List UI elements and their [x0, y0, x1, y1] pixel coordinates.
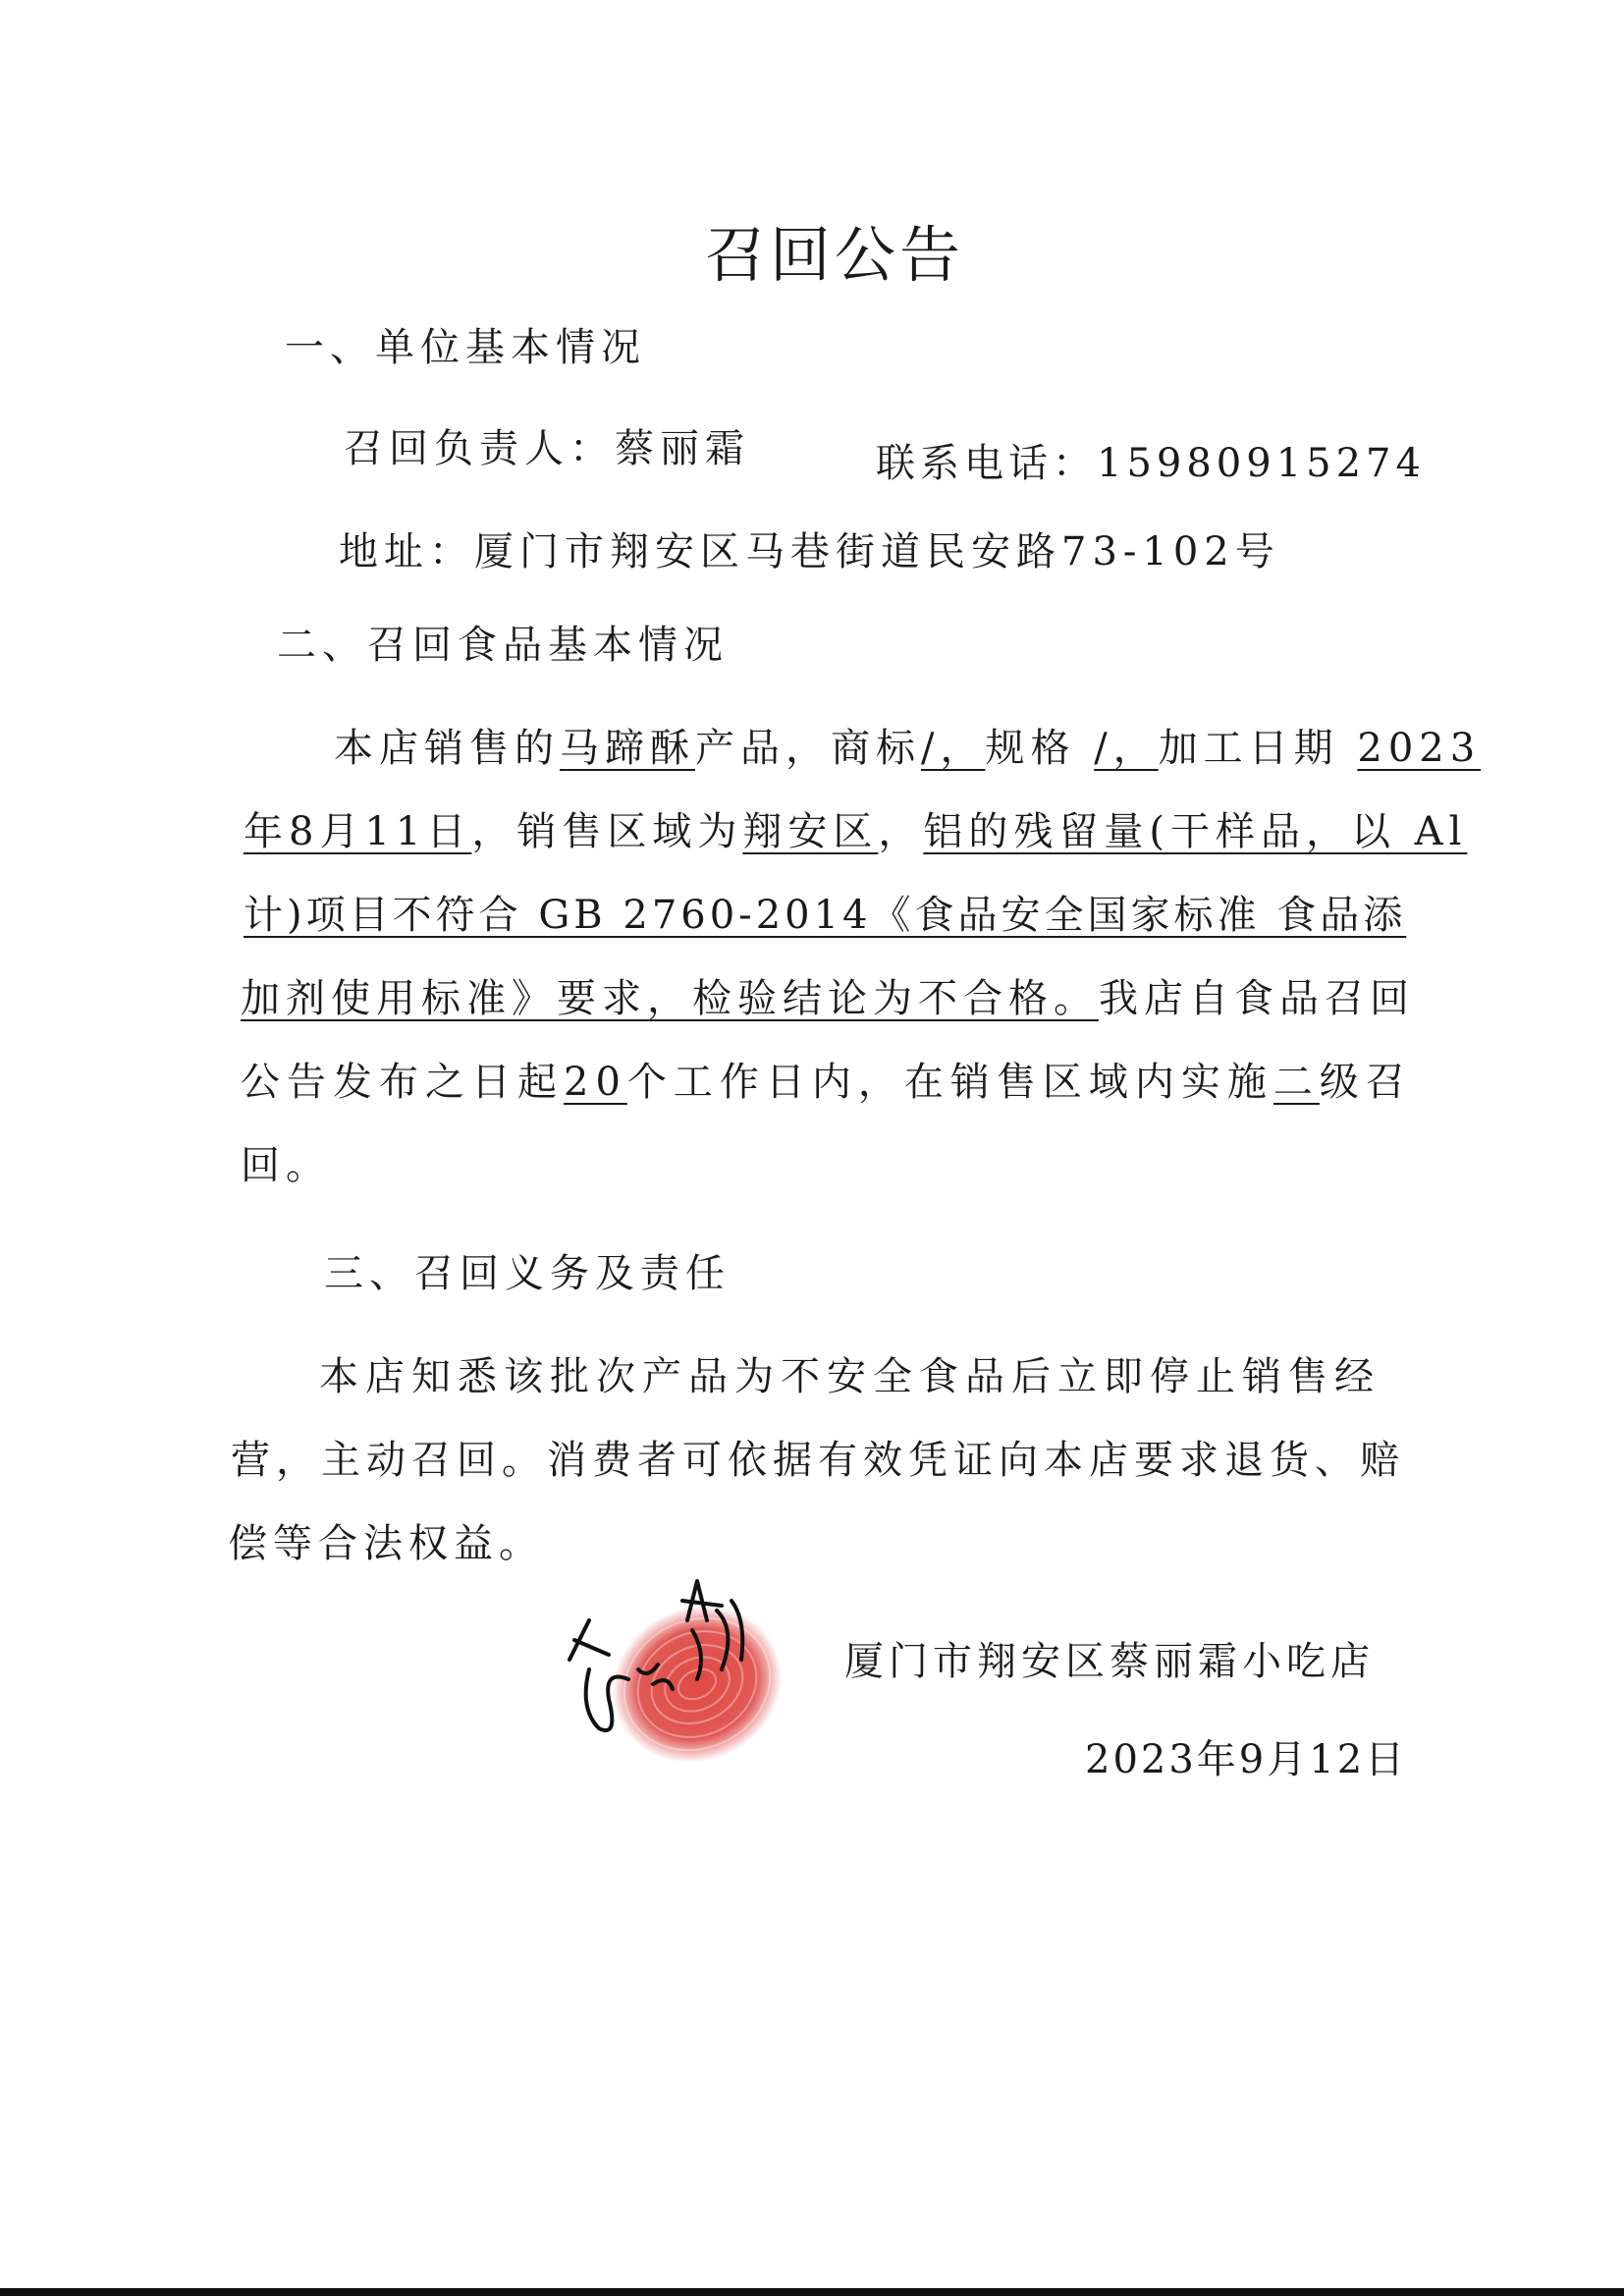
section2-line-2	[244, 800, 1467, 856]
section1-heading: 一、单位基本情况	[285, 325, 646, 370]
text: 级召	[1319, 1060, 1412, 1105]
section3-line-3: 偿等合法权益。	[228, 1521, 544, 1566]
section2-line-4	[241, 967, 1415, 1023]
recall-level: 二	[1272, 1060, 1320, 1105]
issue-text: 加剂使用标准》要求，检验结论为不合格。	[241, 976, 1099, 1021]
contact-person: 召回负责人：蔡丽霜	[344, 426, 750, 471]
text: 个工作日内，在销售区域内实施	[626, 1060, 1273, 1105]
issue-text: 计)项目不符合 GB 2760-2014《食品安全国家标准 食品添	[244, 893, 1407, 938]
sales-region: 翔安区	[742, 809, 879, 854]
address: 地址：厦门市翔安区马巷街道民安路73-102号	[339, 529, 1280, 574]
production-year: 2023	[1357, 726, 1482, 771]
spec-value: /，	[1094, 726, 1159, 771]
company-name: 厦门市翔安区蔡丽霜小吃店	[844, 1639, 1375, 1684]
text: 规格	[985, 726, 1076, 771]
signature-fingerprint	[550, 1561, 805, 1787]
section2-heading: 二、召回食品基本情况	[277, 623, 729, 668]
section3-heading: 三、召回义务及责任	[324, 1251, 731, 1296]
text: 产品，商标	[695, 726, 921, 771]
section3-line-2: 营，主动召回。消费者可依据有效凭证向本店要求退货、赔	[231, 1438, 1405, 1483]
section2-line-3	[244, 884, 1406, 940]
text: 公告发布之日起	[241, 1060, 564, 1105]
contact-phone: 联系电话：15980915274	[876, 441, 1426, 486]
text: ，销售区域为	[471, 809, 743, 854]
trademark-value: /，	[921, 726, 986, 771]
recall-days: 20	[564, 1060, 627, 1105]
product-name: 马蹄酥	[560, 726, 695, 771]
document-title: 召回公告	[704, 219, 964, 291]
text: 本店销售的	[334, 726, 560, 771]
section2-line-5	[241, 1051, 1412, 1107]
section2-line-6: 回。	[241, 1143, 331, 1188]
fingerprint-icon	[586, 1578, 805, 1787]
issue-text: 铝的残留量(干样品，以 Al	[923, 809, 1468, 854]
production-date: 年8月11日	[244, 809, 472, 854]
section3-line-1: 本店知悉该批次产品为不安全食品后立即停止销售经	[319, 1354, 1380, 1399]
text: 我店自食品召回	[1099, 976, 1415, 1021]
text: ，	[878, 809, 924, 854]
notice-date: 2023年9月12日	[1085, 1737, 1408, 1782]
text: 加工日期	[1158, 726, 1339, 771]
scan-border	[0, 2288, 1624, 2296]
section2-line-1	[334, 717, 1481, 773]
